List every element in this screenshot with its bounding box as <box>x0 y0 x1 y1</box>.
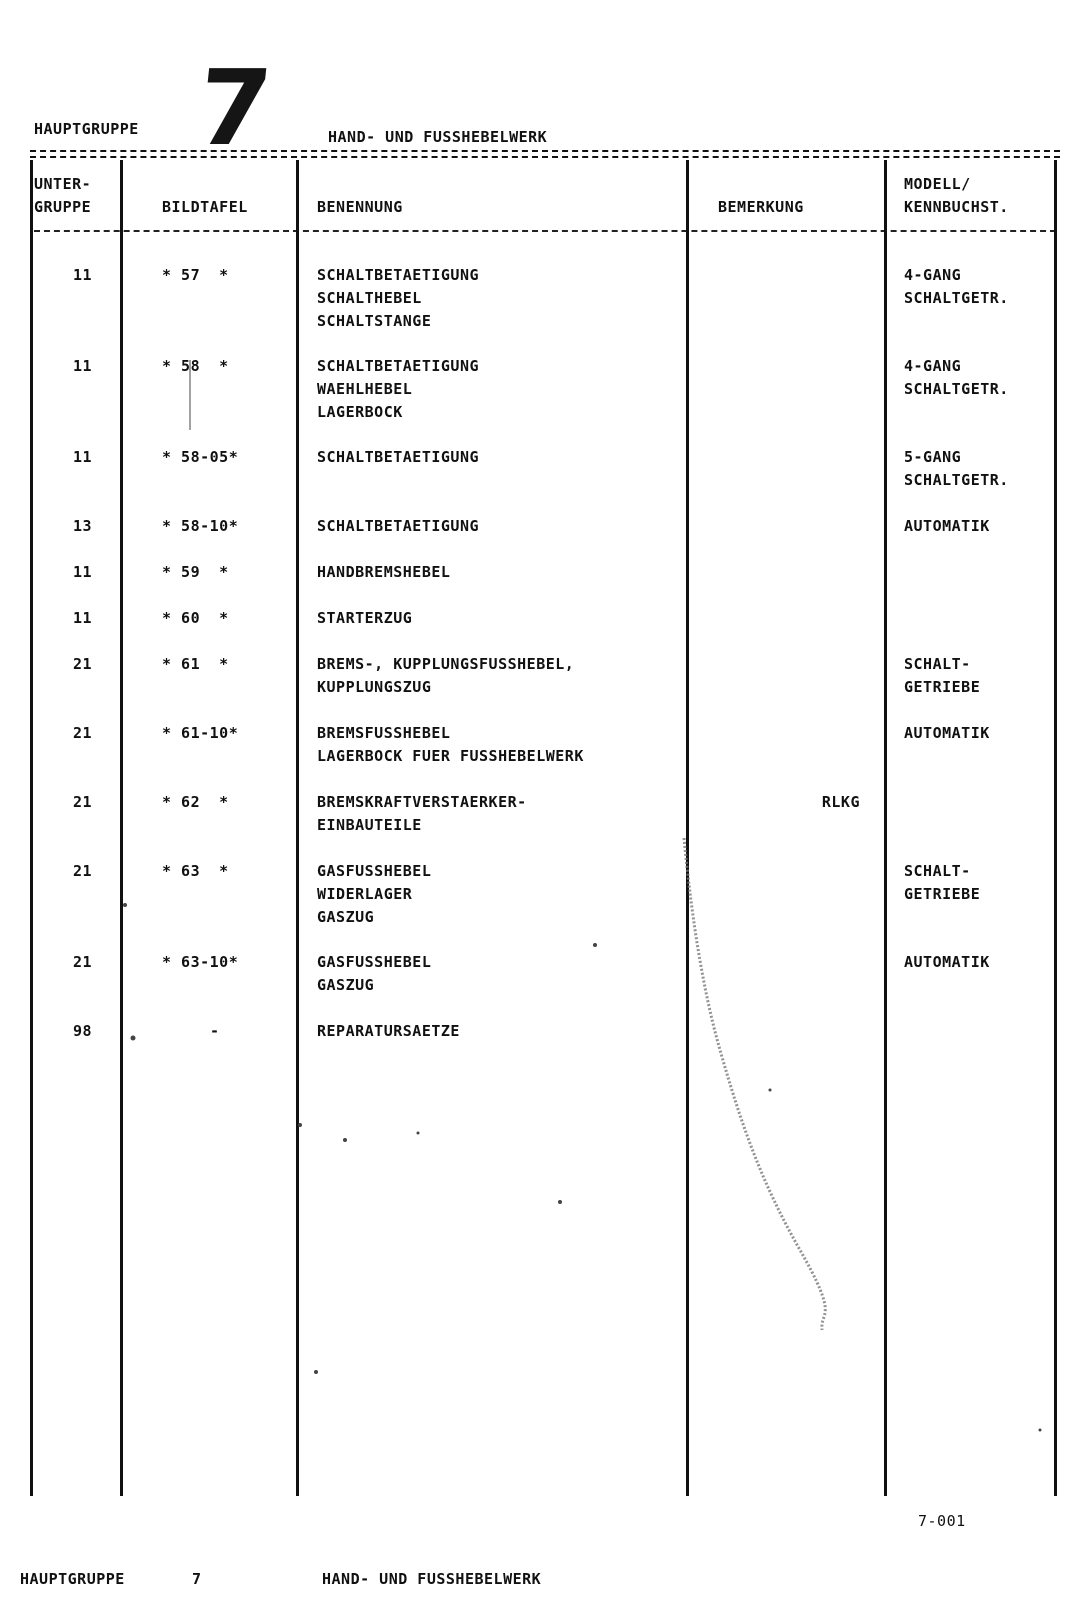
cell-bildtafel: * 58-05* <box>162 448 239 466</box>
cell-benennung: HANDBREMSHEBEL <box>317 563 451 581</box>
col-header-modell-1: MODELL/ <box>904 175 971 193</box>
cell-modell: SCHALTGETR. <box>904 471 1009 489</box>
cell-benennung: GASFUSSHEBEL <box>317 953 432 971</box>
cell-bildtafel: * 63 * <box>162 862 229 880</box>
cell-modell: AUTOMATIK <box>904 517 990 535</box>
cell-untergruppe: 11 <box>72 563 92 581</box>
cell-untergruppe: 13 <box>72 517 92 535</box>
cell-benennung: EINBAUTEILE <box>317 816 422 834</box>
cell-benennung: SCHALTSTANGE <box>317 312 432 330</box>
cell-untergruppe: 21 <box>72 655 92 673</box>
cell-untergruppe: 11 <box>72 357 92 375</box>
cell-modell: 4-GANG <box>904 266 962 284</box>
cell-untergruppe: 21 <box>72 793 92 811</box>
cell-bildtafel: * 58 * <box>162 357 229 375</box>
cell-untergruppe: 11 <box>72 266 92 284</box>
cell-benennung: BREMS-, KUPPLUNGSFUSSHEBEL, <box>317 655 575 673</box>
footer-hauptgruppe-label: HAUPTGRUPPE <box>20 1570 125 1588</box>
cell-untergruppe: 98 <box>72 1022 92 1040</box>
cell-benennung: GASZUG <box>317 908 375 926</box>
cell-benennung: SCHALTBETAETIGUNG <box>317 517 480 535</box>
hauptgruppe-label: HAUPTGRUPPE <box>34 120 139 138</box>
cell-benennung: BREMSFUSSHEBEL <box>317 724 451 742</box>
cell-bildtafel: * 62 * <box>162 793 229 811</box>
cell-modell: 4-GANG <box>904 357 962 375</box>
footer-group-number: 7 <box>192 1570 202 1588</box>
group-title: HAND- UND FUSSHEBELWERK <box>328 128 548 146</box>
cell-benennung: SCHALTBETAETIGUNG <box>317 448 480 466</box>
cell-modell: SCHALTGETR. <box>904 380 1009 398</box>
cell-bildtafel: * 61 * <box>162 655 229 673</box>
cell-benennung: BREMSKRAFTVERSTAERKER- <box>317 793 527 811</box>
cell-benennung: REPARATURSAETZE <box>317 1022 460 1040</box>
cell-benennung: WIDERLAGER <box>317 885 413 903</box>
group-number-stamp: 7 <box>191 47 277 169</box>
cell-modell: SCHALTGETR. <box>904 289 1009 307</box>
col-header-benennung: BENENNUNG <box>317 198 403 216</box>
cell-benennung: GASZUG <box>317 976 375 994</box>
cell-modell: AUTOMATIK <box>904 724 990 742</box>
cell-bildtafel: * 57 * <box>162 266 229 284</box>
cell-benennung: STARTERZUG <box>317 609 413 627</box>
cell-benennung: KUPPLUNGSZUG <box>317 678 432 696</box>
cell-benennung: LAGERBOCK FUER FUSSHEBELWERK <box>317 747 584 765</box>
col-header-untergruppe-1: UNTER- <box>34 175 92 193</box>
cell-benennung: GASFUSSHEBEL <box>317 862 432 880</box>
cell-modell: SCHALT- <box>904 862 971 880</box>
cell-bemerkung: RLKG <box>821 793 860 811</box>
page-number: 7-001 <box>918 1512 966 1530</box>
cell-bildtafel: * 63-10* <box>162 953 239 971</box>
cell-benennung: LAGERBOCK <box>317 403 403 421</box>
cell-bildtafel: * 59 * <box>162 563 229 581</box>
cell-bildtafel: * 61-10* <box>162 724 239 742</box>
col-header-untergruppe-2: GRUPPE <box>34 198 92 216</box>
cell-modell: 5-GANG <box>904 448 962 466</box>
cell-modell: AUTOMATIK <box>904 953 990 971</box>
cell-untergruppe: 11 <box>72 609 92 627</box>
col-header-bemerkung: BEMERKUNG <box>718 198 804 216</box>
cell-benennung: SCHALTHEBEL <box>317 289 422 307</box>
cell-modell: SCHALT- <box>904 655 971 673</box>
footer-group-title: HAND- UND FUSSHEBELWERK <box>322 1570 542 1588</box>
col-header-modell-2: KENNBUCHST. <box>904 198 1009 216</box>
cell-bildtafel: * 58-10* <box>162 517 239 535</box>
cell-modell: GETRIEBE <box>904 885 981 903</box>
cell-untergruppe: 21 <box>72 862 92 880</box>
col-header-bildtafel: BILDTAFEL <box>162 198 248 216</box>
cell-modell: GETRIEBE <box>904 678 981 696</box>
cell-benennung: SCHALTBETAETIGUNG <box>317 357 480 375</box>
cell-benennung: WAEHLHEBEL <box>317 380 413 398</box>
cell-untergruppe: 21 <box>72 724 92 742</box>
cell-bildtafel: * 60 * <box>162 609 229 627</box>
cell-untergruppe: 11 <box>72 448 92 466</box>
cell-benennung: SCHALTBETAETIGUNG <box>317 266 480 284</box>
cell-untergruppe: 21 <box>72 953 92 971</box>
cell-bildtafel: - <box>210 1022 220 1040</box>
